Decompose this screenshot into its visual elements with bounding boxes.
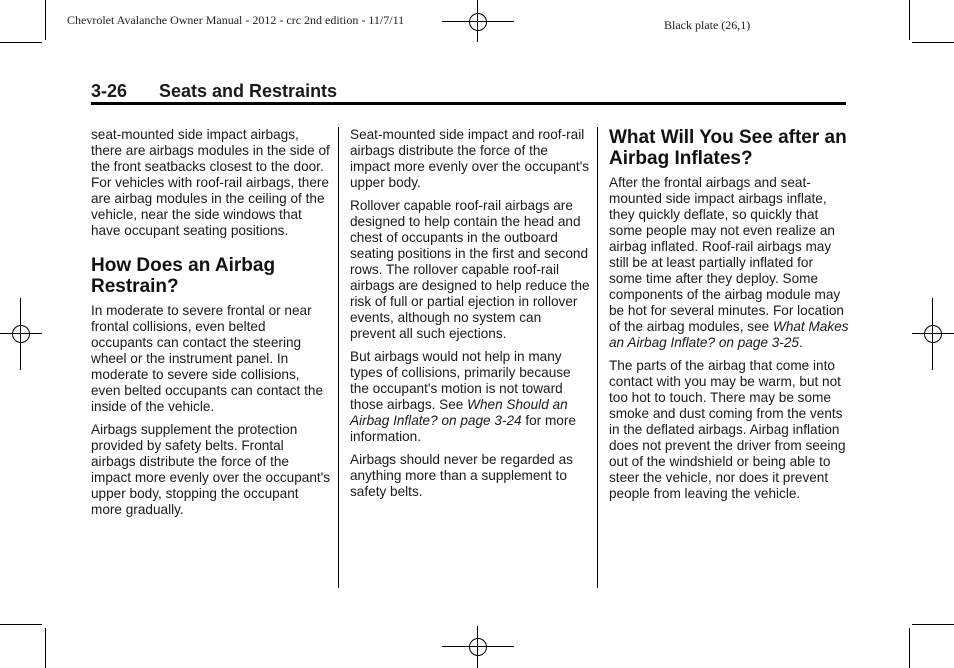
paragraph	[609, 175, 849, 351]
paragraph-text: After the frontal airbags and seat-mounted side impact airbags inflate, they quickly deflate, so quickly that some people may not even realize an airbag inflated. Roof-rail airbags may still be at least partially inflated for some time after they deploy. Some components of the airbag module may be hot for several minutes. For location of the airbag modules, see	[609, 175, 844, 334]
paragraph	[350, 349, 590, 445]
column-divider	[597, 127, 598, 588]
paragraph: The parts of the airbag that come into contact with you may be warm, but not too hot to touch. There may be some smoke and dust coming from the vents in the deflated airbags. Airbag inflation does not prevent the driver from seeing out of the windshield or being able to steer the vehicle, nor does it prevent people from leaving the vehicle.	[609, 358, 846, 501]
registration-mark-bottom	[442, 626, 514, 668]
section-title: Seats and Restraints	[159, 81, 338, 101]
crop-mark	[912, 624, 954, 625]
paragraph: Rollover capable roof-rail airbags are designed to help contain the head and chest of occupants in the outboard seating positions in the first and second rows. The rollover capable roof-rail airbags are designed to help reduce the risk of full or partial ejection in rollover events, although no system can prevent all such ejections.	[350, 198, 590, 341]
paragraph-text: .	[798, 335, 803, 350]
paragraph: seat-mounted side impact airbags, there are airbags modules in the side of the front seatbacks closest to the door. For vehicles with roof-rail airbags, there are airbag modules in the ceiling of the vehicle, near the side windows that have occupant seating positions.	[91, 127, 330, 238]
paragraph: Seat-mounted side impact and roof-rail airbags distribute the force of the impact more evenly over the occupant's upper body.	[350, 127, 590, 190]
crop-mark	[909, 0, 910, 40]
cross-reference-link[interactable]: What Makes an Airbag Inflate? on page 3-25	[609, 319, 849, 350]
column-2	[350, 127, 590, 507]
cross-reference-link[interactable]: When Should an Airbag Inflate? on page 3-24	[350, 397, 568, 428]
registration-mark-top	[442, 0, 514, 42]
paragraph: Airbags should never be regarded as anything more than a supplement to safety belts.	[350, 452, 573, 499]
registration-mark-right	[912, 298, 954, 370]
page-number: 3-26	[91, 81, 128, 101]
crop-mark	[912, 42, 954, 43]
crop-mark	[0, 624, 42, 625]
crop-mark	[909, 628, 910, 668]
registration-mark-left	[0, 298, 42, 370]
column-divider	[338, 127, 339, 588]
subheading: What Will You See after an Airbag Inflates?	[609, 127, 847, 169]
column-1	[91, 127, 331, 525]
subheading: How Does an Airbag Restrain?	[91, 255, 276, 297]
paragraph: In moderate to severe frontal or near frontal collisions, even belted occupants can contact the steering wheel or the instrument panel. In moderate to severe side collisions, even belted occupants can contact the inside of the vehicle.	[91, 303, 324, 414]
column-3	[609, 127, 849, 509]
paragraph-text: for more information.	[350, 413, 576, 444]
paragraph-text: But airbags would not help in many types of collisions, primarily because the occupant's motion is not toward those airbags. See	[350, 349, 571, 412]
section-heading	[91, 80, 846, 105]
crop-mark	[45, 628, 46, 668]
crop-mark	[0, 42, 42, 43]
crop-mark	[45, 0, 46, 40]
print-header-left: Chevrolet Avalanche Owner Manual - 2012 - crc 2nd edition - 11/7/11	[67, 13, 405, 27]
print-header-right: Black plate (26,1)	[664, 18, 751, 32]
paragraph: Airbags supplement the protection provided by safety belts. Frontal airbags distribute the force of the impact more evenly over the occupant's upper body, stopping the occupant more gradually.	[91, 422, 331, 517]
